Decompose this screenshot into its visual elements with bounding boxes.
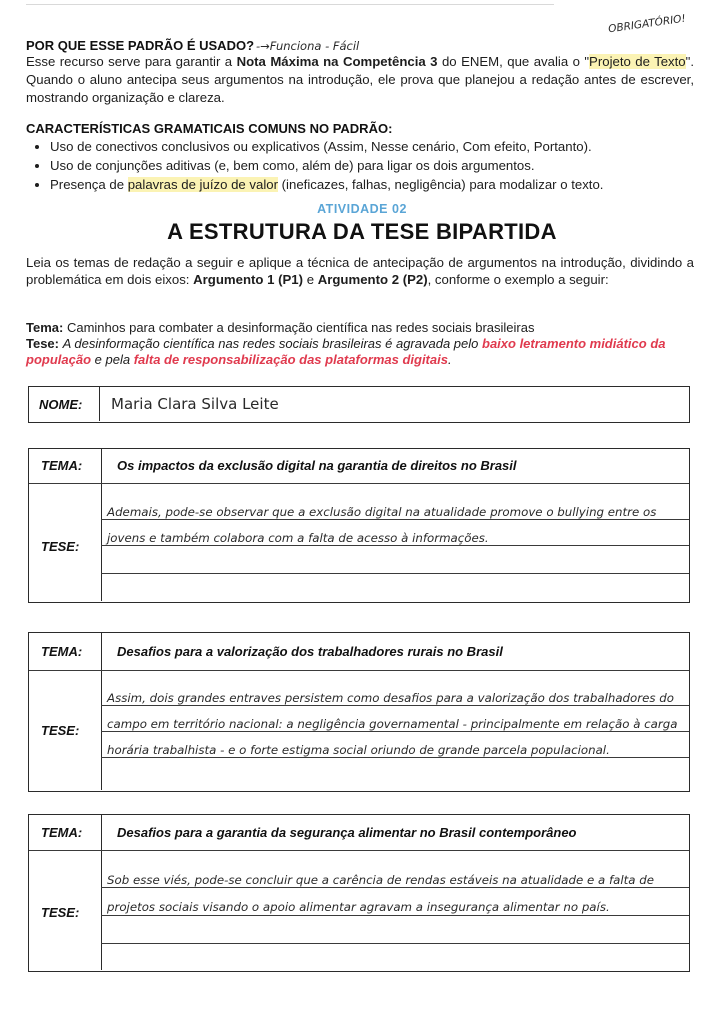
feature-item: • Uso de conjunções aditivas (e, bem como, além de) para ligar os dois argumentos. [50, 156, 716, 175]
theme-text: Os impactos da exclusão digital na garantia de direitos no Brasil [117, 458, 517, 473]
why-paragraph: Esse recurso serve para garantir a Nota Máxima na Competência 3 do ENEM, que avalia o "Projeto de Texto". Quando o aluno antecipa seus argumentos na introdução, ele prova que planejou a redação antes de escrever, mostrando organização e clareza. [26, 54, 695, 105]
section-heading-features: CARACTERÍSTICAS GRAMATICAIS COMUNS NO PADRÃO: [26, 121, 393, 136]
thesis-block-3 [28, 814, 690, 972]
example-theme: Tema: Caminhos para combater a desinformação científica nas redes sociais brasileiras [26, 320, 535, 335]
name-field[interactable]: Maria Clara Silva Leite [111, 395, 279, 413]
features-list [28, 137, 716, 194]
top-rule [26, 4, 554, 5]
instructions-paragraph: Leia os temas de redação a seguir e aplique a técnica de antecipação de argumentos na introdução, dividindo a problemática em dois eixos: Argumento 1 (P1) e Argumento 2 (P2), conforme o exemplo a seguir: [26, 255, 694, 287]
theme-label: TEMA: [41, 644, 83, 659]
theme-text: Desafios para a garantia da segurança alimentar no Brasil contemporâneo [117, 825, 577, 840]
activity-title: A ESTRUTURA DA TESE BIPARTIDA [167, 219, 557, 244]
thesis-label: TESE: [41, 905, 80, 920]
thesis-block-1 [28, 448, 690, 603]
thesis-block-2 [28, 632, 690, 792]
activity-label: ATIVIDADE 02 [317, 202, 407, 216]
name-label: NOME: [39, 397, 83, 412]
example-thesis: Tese: A desinformação científica nas redes sociais brasileiras é agravada pelo baixo letramento midiático da população e pela falta de responsabilização das plataformas digitais. [26, 336, 666, 367]
section-heading-why: POR QUE ESSE PADRÃO É USADO? -→Funciona - Fácil [26, 38, 360, 53]
feature-item: • Presença de palavras de juízo de valor (ineficazes, falhas, negligência) para modalizar o texto. [50, 175, 716, 194]
feature-item: • Uso de conectivos conclusivos ou explicativos (Assim, Nesse cenário, Com efeito, Portanto). [50, 137, 716, 156]
thesis-answer[interactable]: Ademais, pode-se observar que a exclusão digital na atualidade promove o bullying entre os jovens e também colabora com a falta de acesso à informações. [107, 505, 657, 545]
handwritten-note-funciona: -→Funciona - Fácil [256, 39, 360, 53]
theme-label: TEMA: [41, 458, 83, 473]
theme-text: Desafios para a valorização dos trabalhadores rurais no Brasil [117, 644, 503, 659]
thesis-label: TESE: [41, 723, 80, 738]
thesis-label: TESE: [41, 539, 80, 554]
name-box [28, 386, 690, 423]
theme-label: TEMA: [41, 825, 83, 840]
thesis-answer[interactable]: Sob esse viés, pode-se concluir que a carência de rendas estáveis na atualidade e a falta de projetos sociais visando o apoio alimentar agravam a insegurança alimentar no país. [107, 873, 654, 914]
thesis-answer[interactable]: Assim, dois grandes entraves persistem como desafios para a valorização dos trabalhadores do campo em território nacional: a negligência governamental - principalmente em relação à carga horária trabalhista - e o forte estigma social oriundo de grande parcela populacional. [107, 691, 678, 757]
handwritten-note-obrigatorio: OBRIGATÓRIO! [607, 12, 687, 36]
